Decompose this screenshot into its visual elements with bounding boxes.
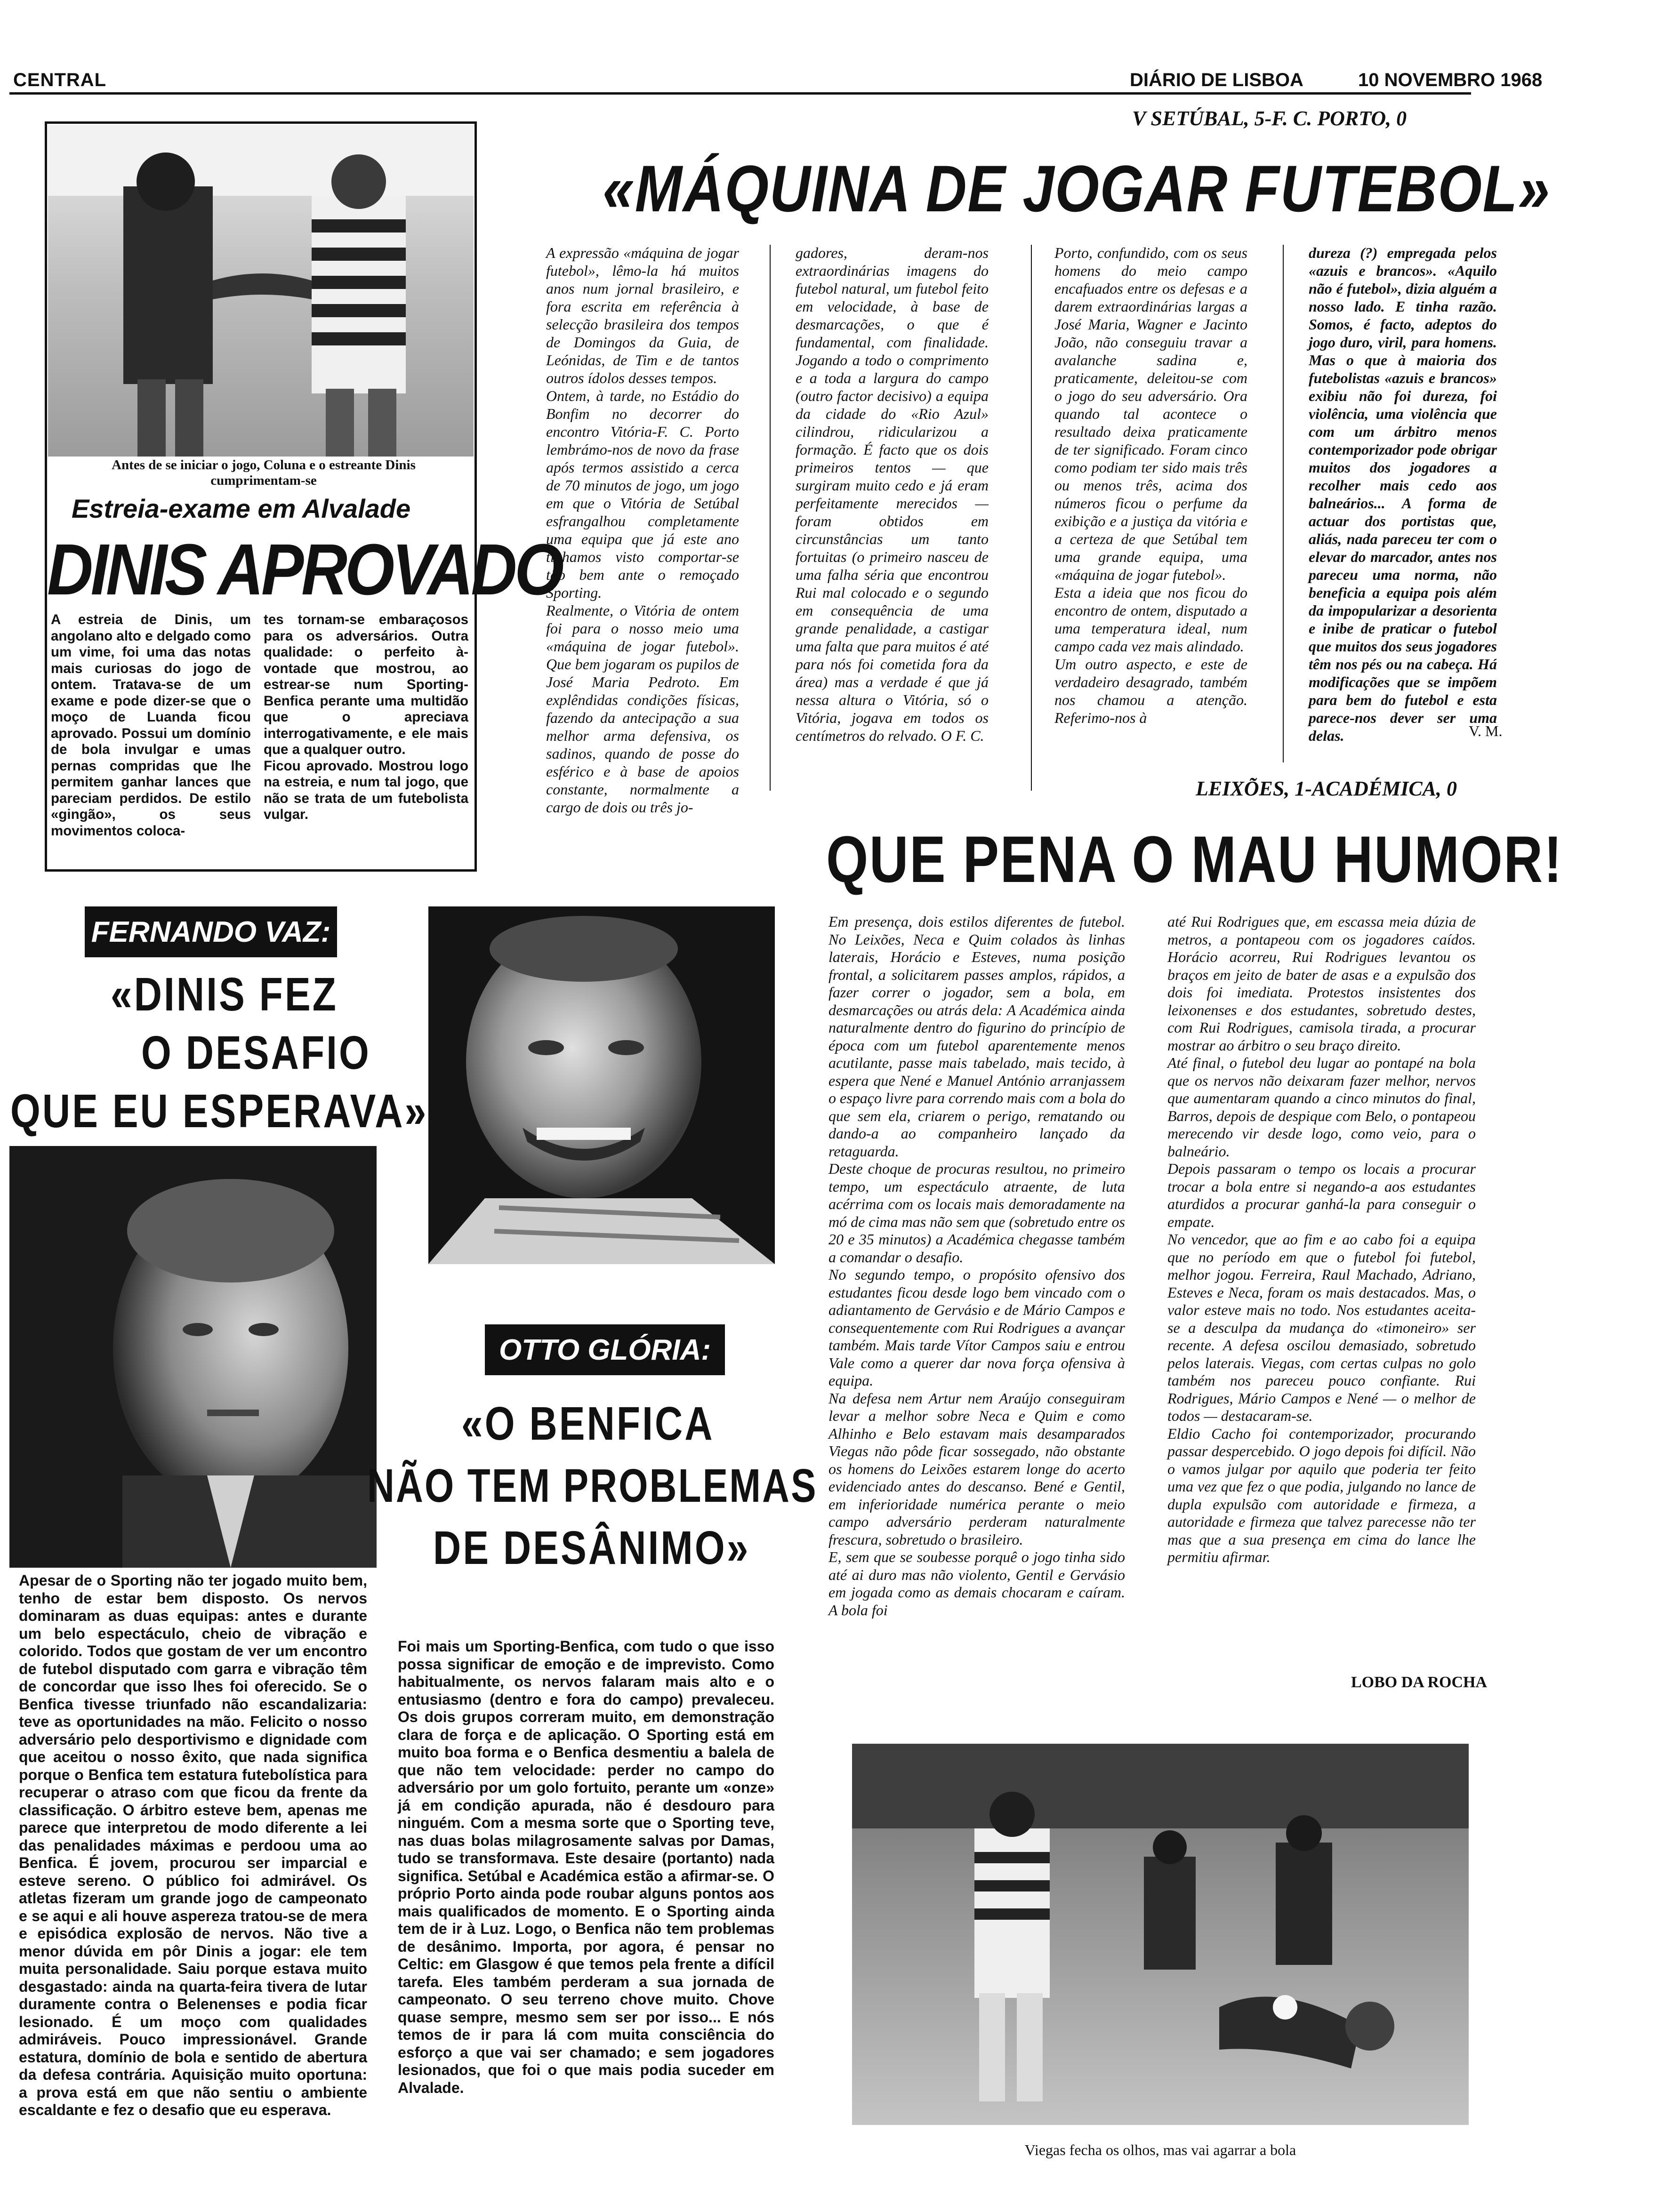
fernando-vaz-quote-line-1: «DINIS FEZ [111, 968, 338, 1021]
setubal-column-rule-3 [1283, 245, 1284, 762]
leixoes-headline: QUE PENA O MAU HUMOR! [826, 822, 1563, 896]
otto-gloria-portrait-photo [428, 906, 775, 1264]
setubal-column-2: gadores, deram-nos extraordinárias imagens do futebol natural, um futebol feito em velocidade, à base de desmarcações, o que é fundamental, com finalidade. Jogando a todo o comprimento e a toda a largura do campo (outro factor decisivo) a equipa da cidade do «Rio Azul» cilindrou, ridicularizou a formação. É facto que os dois primeiros tentos — que surgiram muito cedo e já eram perfeitamente merecidos — foram obtidos em circunstâncias um tanto fortuitas (o primeiro nasceu de uma falha séria que encontrou Rui mal colocado e o segundo em consequência de uma grande penalidade, a castigar uma falta que para muitos é até para nós foi cometida fora da área) mas a verdade é que já nessa altura o Vitória, só o Vitória, jogava em todos os centímetros do relvado. O F. C. [796, 244, 989, 744]
newspaper-name: DIÁRIO DE LISBOA [1130, 70, 1303, 90]
setubal-signature: V. M. [1469, 722, 1503, 739]
leixoes-column-1: Em presença, dois estilos diferentes de futebol. No Leixões, Neca e Quim colados às linhas laterais, Horácio e Esteves, numa posição frontal, a solicitarem passes amplos, rápidos, a fazer correr o jogador, sem a bola, em desmarcações ou atrás dela: A Académica ainda naturalmente dentro do figurino do princípio de época com um futebol aparentemente menos acutilante, passe mais tabelado, mais tecido, à espera que Nené e Manuel António arranjassem o espaço livre para correndo mais com a bola do que sem ela, criarem o perigo, rematando ou dando-a ao companheiro lançado da retaguarda. Deste choque de procuras resultou, no primeiro tempo, um espectáculo atraente, de luta acérrima com os locais mais demoradamente na mó de cima mas não sem que (sobretudo entre os 20 e 35 minutos) a Académica chegasse também a comandar o desafio. No segundo tempo, o propósito ofensivo dos estudantes ficou desde logo bem vincado com o adiantamento de Gervásio e de Mário Campos e consequentemente com Rui Rodrigues a avançar também. Mais tarde Vítor Campos saiu e entrou Vale como a querer dar nova força ofensiva à equipa. Na defesa nem Artur nem Araújo conseguiram levar a melhor sobre Neca e Quim e como Alhinho e Belo estavam mais desamparados Viegas não pôde ficar sossegado, não obstante os homens do Leixões estarem longe do acerto evidenciado antes do descanso. Bené e Gentil, em inferioridade numérica perante o meio campo adversário perderam naturalmente frescura, sobretudo o brasileiro. E, sem que se soubesse porquê o jogo tinha sido até ai duro mas não violento, Gentil e Gervásio em jogada como as demais chocaram e caíram. A bola foi [828, 913, 1125, 1619]
setubal-column-1: A expressão «máquina de jogar futebol», lêmo-la há muitos anos num jornal brasileiro, e fora escrita em referência à selecção brasileira dos tempos de Domingos da Guia, de Leónidas, de Tim e de tantos outros ídolos desses tempos. Ontem, à tarde, no Estádio do Bonfim no decorrer do encontro Vitória-F. C. Porto lembrámo-nos de novo da frase após termos assistido a cerca de 70 minutos de jogo, um jogo em que o Vitória de Setúbal esfrangalhou completamente uma equipa que já este ano tínhamos visto comportar-se tão bem ante o remoçado Sporting. Realmente, o Vitória de ontem foi para o nosso meio uma «máquina de jogar futebol». Que bem jogaram os pupilos de José Maria Pedroto. Em explêndidas condições físicas, fazendo da antecipação a sua melhor arma defensiva, os sadinos, quando de posse do esférico e à base de apoios constante, normalmente a cargo de dois ou três jo- [546, 244, 739, 816]
dinis-column-2: tes tornam-se embaraçosos para os adversários. Outra qualidade: o perfeito à-vontade que mostrou, ao estrear-se num Sporting-Benfica perante uma multidão que o apreciava interrogativamente, e ele mais que a qualquer outro. Ficou aprovado. Mostrou logo na estreia, e num tal jogo, que não se trata de um futebolista vulgar. [264, 612, 468, 822]
setubal-column-3: Porto, confundido, com os seus homens do meio campo encafuados entre os defesas e a darem extraordinárias largas a José Maria, Wagner e Jacinto João, não conseguiu travar a avalanche sadina e, praticamente, deleitou-se com o jogo do seu adversário. Ora quando tal acontece o resultado deixa praticamente de ter significado. Foram cinco como podiam ter sido mais três ou menos três, acima dos números ficou o perfume da exibição e a justiça da vitória e a certeza de que Setúbal tem uma grande equipa, uma «máquina de jogar futebol». Esta a ideia que nos ficou do encontro de ontem, disputado a uma temperatura ideal, num campo cada vez mais alindado. Um outro aspecto, e este de verdadeiro desagrado, também nos chamou a atenção. Referimo-nos à [1054, 244, 1247, 726]
fernando-vaz-portrait-photo [9, 1146, 377, 1568]
otto-gloria-label: OTTO GLÓRIA: [485, 1324, 725, 1375]
otto-gloria-quote-line-2: NÃO TEM PROBLEMAS [367, 1459, 818, 1512]
setubal-column-rule-1 [770, 245, 771, 791]
dinis-photo-caption: Antes de se iniciar o jogo, Coluna e o estreante Dinis cumprimentam-se [112, 457, 416, 488]
setubal-result: V SETÚBAL, 5-F. C. PORTO, 0 [1132, 107, 1407, 130]
leixoes-signature: LOBO DA ROCHA [1351, 1674, 1488, 1691]
section-label: CENTRAL [13, 70, 107, 90]
otto-gloria-quote-line-3: DE DESÂNIMO» [433, 1522, 750, 1574]
otto-gloria-quote-line-1: «O BENFICA [461, 1397, 715, 1450]
fernando-vaz-quote-line-2: O DESAFIO [141, 1026, 371, 1079]
leixoes-column-2: até Rui Rodrigues que, em escassa meia dúzia de metros, a pontapeou com os jogadores caídos. Horácio acorreu, Rui Rodrigues levantou os braços em jeito de bater de asas e a expulsão dos dois foi imediata. Protestos insistentes dos leixonenses e dos estudantes, sobretudo destes, com Rui Rodrigues, camisola tirada, a procurar mostrar ao árbitro o seu braço direito. Até final, o futebol deu lugar ao pontapé na bola que os nervos não deixaram fazer melhor, nervos que aumentaram quando a cinco minutos do final, Barros, depois de despique com Belo, o pontapeou merecendo vir desde logo, como veio, para o balneário. Depois passaram o tempo os locais a procurar trocar a bola entre si negando-a aos estudantes aturdidos a procurar ganhá-la para conseguir o empate. No vencedor, que ao fim e ao cabo foi a equipa que no período em que o futebol foi futebol, melhor jogou. Ferreira, Raul Machado, Adriano, Esteves e Neca, foram os mais destacados. Mas, o valor esteve mais no todo. Nos estudantes aceita-se a desculpa da mudança do «timoneiro» ser recente. A defesa oscilou demasiado, sobretudo pelos laterais. Viegas, com certas culpas no golo também nos pareceu pouco confiante. Rui Rodrigues, Mário Campos e Nené — o melhor de todos — destacaram-se. Eldio Cacho foi contemporizador, procurando passar despercebido. O jogo depois foi difícil. Não o vamos julgar por aquilo que poderia ter feito uma vez que fez o que podia, julgando no lance de dupla expulsão com autoridade e firmeza, a autoridade e firmeza que talvez parecesse não ter mas que a sua presença em cima do lance lhe permitiu afirmar. [1167, 913, 1476, 1565]
issue-date: 10 NOVEMBRO 1968 [1358, 70, 1543, 90]
fernando-vaz-body: Apesar de o Sporting não ter jogado muito bem, tenho de estar bem disposto. Os nervos dominaram as duas equipas: antes e durante um belo espectáculo, cheio de vibração e colorido. Todos que gostam de ver um encontro de futebol disputado com garra e vibração têm de concordar que isso lhes foi oferecido. Se o Benfica tivesse triunfado não escandalizaria: teve as oportunidades na mão. Felicito o nosso adversário pelo desportivismo e dignidade com que aceitou o nosso êxito, que nada significa porque o Benfica tem estatura futebolística para recuperar o atraso com que ficou da frente da classificação. O árbitro esteve bem, apenas me parece que interpretou de modo diferente a lei das penalidades máximas e perdoou uma ao Benfica. É jovem, procurou ser imparcial e esteve sereno. O público foi admirável. Os atletas fizeram um grande jogo de campeonato e se aqui e ali houve aspereza tratou-se de mera e episódica explosão de nervos. Não tive a menor dúvida em pôr Dinis a jogar: ele tem muita personalidade. Saiu porque estava muito desgastado: ainda na quarta-feira tivera de lutar duramente contra o Belenenses e podia ficar lesionado. É um moço com qualidades admiráveis. Pouco impressionável. Grande estatura, domínio de bola e sentido de abertura da defesa contrária. Aquisição muito oportuna: a prova está em que não sentiu o ambiente escaldante e fez o desafio que eu esperava. [19, 1572, 367, 2118]
dinis-column-1: A estreia de Dinis, um angolano alto e delgado como um vime, foi uma das notas mais curiosas do jogo de ontem. Tratava-se de um exame e pode dizer-se que o moço de Luanda ficou aprovado. Possui um domínio de bola invulgar e umas pernas compridas que lhe permitem ganhar lances que pareciam perdidos. De estilo «gingão», os seus movimentos coloca- [51, 612, 251, 839]
viegas-goalkeeper-photo [852, 1744, 1469, 2125]
fernando-vaz-quote-line-3: QUE EU ESPERAVA» [10, 1085, 428, 1138]
coluna-dinis-handshake-photo [48, 125, 474, 457]
header-rule [9, 92, 1471, 95]
setubal-headline: «MÁQUINA DE JOGAR FUTEBOL» [603, 152, 1551, 225]
viegas-photo-caption: Viegas fecha os olhos, mas vai agarrar a bola [1024, 2141, 1296, 2158]
dinis-headline: DINIS APROVADO [47, 529, 562, 610]
setubal-column-4: dureza (?) empregada pelos «azuis e brancos». «Aquilo não é futebol», dizia alguém a nosso lado. E tinha razão. Somos, é facto, adeptos do jogo duro, viril, para homens. Mas o que à maioria dos futebolistas «azuis e brancos» exibiu não foi dureza, foi violência, uma violência que com um árbitro menos contemporizador pode obrigar muitos dos jogadores a recolher mais cedo aos balneários... A forma de actuar dos portistas que, aliás, nada pareceu ter com o elevar do marcador, antes nos pareceu uma norma, não beneficia a equipa pois além da impopularizar a desorienta e inibe de praticar o futebol que muitos dos seus jogadores têm nos pés ou na cabeça. Há modificações que se impõem para bem do futebol e esta parece-nos dever ser uma delas. [1309, 244, 1497, 744]
leixoes-result: LEIXÕES, 1-ACADÉMICA, 0 [1196, 777, 1457, 800]
dinis-kicker: Estreia-exame em Alvalade [72, 494, 411, 523]
otto-gloria-body: Foi mais um Sporting-Benfica, com tudo o que isso possa significar de emoção e de imprevisto. Como habitualmente, os nervos falaram mais alto e o entusiasmo (dentro e fora do campo) prevaleceu. Os dois grupos correram muito, em demonstração clara de força e de aplicação. O Sporting está em muito boa forma e o Benfica desmentiu a balela de que não tem velocidade: perder no campo do adversário por um golo fortuito, perante um «onze» já em condição apurada, não é desdouro para ninguém. Com a mesma sorte que o Sporting teve, nas duas bolas milagrosamente salvas por Damas, tudo se transformava. Este desaire (portanto) nada significa. Setúbal e Académica estão a afirmar-se. O próprio Porto ainda pode roubar alguns pontos aos mais qualificados de momento. E o Sporting ainda tem de ir à Luz. Logo, o Benfica não tem problemas de desânimo. Importa, por agora, é pensar no Celtic: em Glasgow é que temos pela frente a difícil tarefa. Eles também perderam a sua jornada de campeonato. O seu terreno chove muito. Chove quase sempre, mesmo sem ser por isso... E nós temos de ir para lá com muita consciência do esforço a que vai ser chamado; e sem jogadores lesionados, que foi o que mais podia suceder em Alvalade. [398, 1638, 774, 2096]
fernando-vaz-label: FERNANDO VAZ: [85, 906, 337, 957]
setubal-column-rule-2 [1031, 245, 1032, 791]
